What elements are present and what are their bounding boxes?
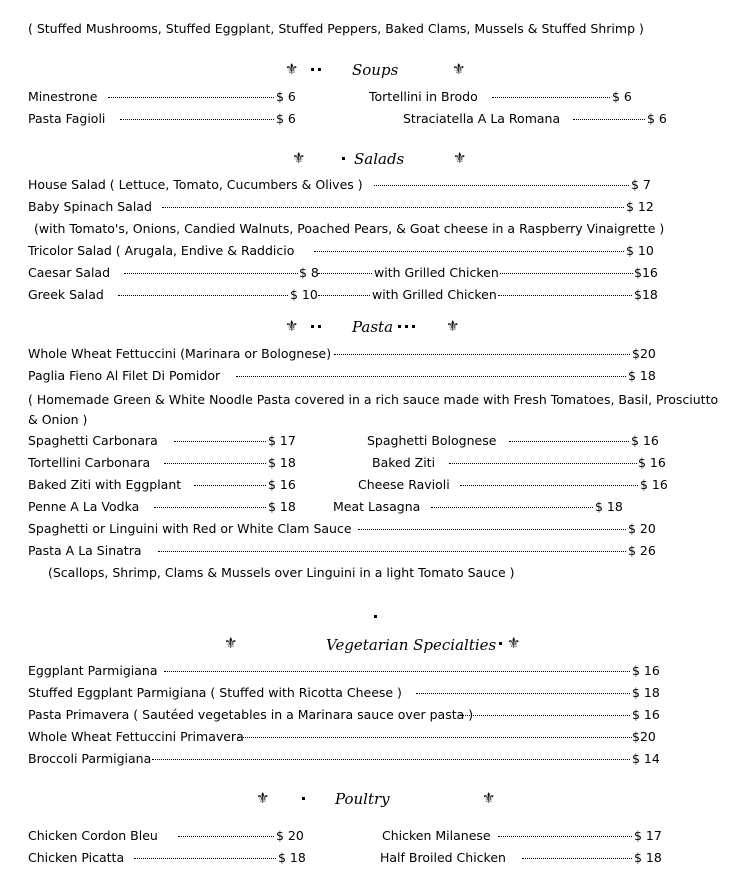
item-price: $ 10: [626, 243, 654, 258]
ornament-right-icon: ⚜: [452, 60, 466, 78]
menu-item: [382, 828, 682, 843]
dot-leader: [158, 551, 626, 552]
menu-item: [28, 663, 660, 678]
item-name: Penne A La Vodka: [28, 499, 140, 514]
item-price: $ 18: [278, 850, 306, 865]
dot-leader: [118, 295, 288, 296]
item-price: $ 16: [638, 455, 666, 470]
item-name: Pasta Fagioli: [28, 111, 106, 126]
ornament-left-icon: ⚜: [285, 317, 299, 335]
menu-item: [28, 543, 660, 558]
bullet-square-icon: [311, 325, 314, 328]
item-name: Spaghetti Carbonara: [28, 433, 158, 448]
dot-leader: [174, 441, 266, 442]
item-addon-price: $16: [634, 265, 658, 280]
menu-item: [28, 685, 660, 700]
dot-leader: [164, 463, 266, 464]
item-name: Caesar Salad: [28, 265, 111, 280]
menu-item: [28, 433, 298, 448]
menu-item: [28, 729, 660, 744]
pasta-heading: Pasta: [352, 318, 394, 336]
item-price: $ 17: [268, 433, 296, 448]
dot-leader: [162, 207, 624, 208]
ornament-left-icon: ⚜: [224, 634, 238, 652]
menu-item: [28, 111, 298, 126]
item-price: $ 16: [268, 477, 296, 492]
item-name: Chicken Milanese: [382, 828, 491, 843]
item-name: Tricolor Salad ( Arugala, Endive & Raddicio: [28, 243, 295, 258]
item-addon: with Grilled Chicken: [374, 265, 499, 280]
item-name: House Salad ( Lettuce, Tomato, Cucumbers & Olives ): [28, 177, 363, 192]
item-addon-price: $18: [634, 287, 658, 302]
menu-item: [333, 499, 633, 514]
item-price: $ 16: [632, 663, 660, 678]
menu-item: [28, 243, 658, 258]
item-price: $ 6: [276, 111, 296, 126]
menu-item: [380, 850, 680, 865]
item-price: $ 6: [612, 89, 632, 104]
menu-item: [403, 111, 673, 126]
item-price: $ 6: [276, 89, 296, 104]
bullet-square-icon: [318, 325, 321, 328]
dot-leader: [500, 273, 633, 274]
menu-item: [28, 89, 298, 104]
bullet-square-icon: [374, 615, 377, 618]
appetizers-note: ( Stuffed Mushrooms, Stuffed Eggplant, Stuffed Peppers, Baked Clams, Mussels & Stuffed Shrimp ): [28, 21, 644, 36]
dot-leader: [238, 737, 632, 738]
vegetarian-heading: Vegetarian Specialties: [326, 636, 497, 654]
dot-leader: [416, 693, 630, 694]
item-name: Straciatella A La Romana: [403, 111, 561, 126]
dot-leader: [522, 858, 632, 859]
menu-item: [28, 707, 660, 722]
item-name: Stuffed Eggplant Parmigiana ( Stuffed with Ricotta Cheese ): [28, 685, 402, 700]
dot-leader: [460, 485, 638, 486]
dot-leader: [492, 97, 610, 98]
menu-item: [28, 199, 658, 214]
item-price: $ 12: [626, 199, 654, 214]
soups-heading: Soups: [352, 61, 399, 79]
item-price: $ 18: [634, 850, 662, 865]
dot-leader: [318, 295, 370, 296]
menu-item: [28, 751, 660, 766]
dot-leader: [318, 273, 372, 274]
bullet-square-icon: [499, 642, 502, 645]
dot-leader: [194, 485, 266, 486]
dot-leader: [164, 671, 630, 672]
menu-item: [367, 433, 667, 448]
item-name: Spaghetti or Linguini with Red or White Clam Sauce: [28, 521, 352, 536]
item-name: Spaghetti Bolognese: [367, 433, 497, 448]
item-name: Half Broiled Chicken: [380, 850, 506, 865]
item-price: $ 16: [640, 477, 668, 492]
item-price: $20: [632, 729, 656, 744]
menu-item: [28, 828, 308, 843]
item-price: $ 18: [268, 499, 296, 514]
item-price: $ 6: [647, 111, 667, 126]
dot-leader: [460, 715, 630, 716]
dot-leader: [120, 119, 274, 120]
salads-heading: Salads: [354, 150, 405, 168]
dot-leader: [152, 759, 630, 760]
menu-item: [28, 177, 651, 192]
item-price: $ 18: [268, 455, 296, 470]
item-name: Whole Wheat Fettuccini (Marinara or Bolognese): [28, 346, 332, 361]
item-price: $ 16: [631, 433, 659, 448]
item-addon: with Grilled Chicken: [372, 287, 497, 302]
poultry-heading: Poultry: [335, 790, 390, 808]
item-name: Broccoli Parmigiana: [28, 751, 152, 766]
item-name: Tortellini Carbonara: [28, 455, 151, 470]
dot-leader: [573, 119, 645, 120]
item-price: $ 20: [276, 828, 304, 843]
item-price: $ 8: [299, 265, 319, 280]
menu-item: [358, 477, 668, 492]
item-price: $ 14: [632, 751, 660, 766]
bullet-square-icon: [398, 325, 401, 328]
bullet-square-icon: [302, 797, 305, 800]
sinatra-note: (Scallops, Shrimp, Clams & Mussels over Linguini in a light Tomato Sauce ): [48, 565, 515, 580]
dot-leader: [236, 376, 626, 377]
item-price: $20: [632, 346, 656, 361]
item-price: $ 18: [632, 685, 660, 700]
ornament-left-icon: ⚜: [256, 789, 270, 807]
menu-item: [28, 850, 308, 865]
item-name: Baked Ziti with Eggplant: [28, 477, 182, 492]
dot-leader: [154, 507, 266, 508]
dot-leader: [449, 463, 637, 464]
ornament-right-icon: ⚜: [446, 317, 460, 335]
ornament-left-icon: ⚜: [285, 60, 299, 78]
menu-item: [28, 455, 298, 470]
item-name: Whole Wheat Fettuccini Primavera: [28, 729, 244, 744]
ornament-left-icon: ⚜: [292, 149, 306, 167]
spinach-salad-note: (with Tomato's, Onions, Candied Walnuts, Poached Pears, & Goat cheese in a Raspberry Vinaigrette ): [34, 221, 665, 236]
bullet-square-icon: [318, 68, 321, 71]
bullet-square-icon: [405, 325, 408, 328]
item-name: Chicken Picatta: [28, 850, 125, 865]
item-name: Baked Ziti: [372, 455, 436, 470]
bullet-square-icon: [311, 68, 314, 71]
item-name: Paglia Fieno Al Filet Di Pomidor: [28, 368, 221, 383]
item-name: Cheese Ravioli: [358, 477, 450, 492]
menu-item: [28, 477, 298, 492]
ornament-right-icon: ⚜: [482, 789, 496, 807]
menu-item: [28, 287, 658, 302]
item-price: $ 26: [628, 543, 656, 558]
item-name: Eggplant Parmigiana: [28, 663, 158, 678]
menu-item: [28, 521, 660, 536]
item-name: Meat Lasagna: [333, 499, 421, 514]
item-name: Baby Spinach Salad: [28, 199, 152, 214]
dot-leader: [358, 529, 626, 530]
bullet-square-icon: [342, 157, 345, 160]
dot-leader: [374, 185, 629, 186]
item-price: $ 17: [634, 828, 662, 843]
dot-leader: [134, 858, 276, 859]
bullet-square-icon: [412, 325, 415, 328]
paglia-fieno-note: ( Homemade Green & White Noodle Pasta covered in a rich sauce made with Fresh Tomatoes, Basil, Prosciutto & Onion ): [28, 392, 719, 427]
dot-leader: [498, 295, 632, 296]
item-name: Tortellini in Brodo: [369, 89, 478, 104]
menu-item: [28, 265, 658, 280]
item-price: $ 10: [290, 287, 318, 302]
dot-leader: [108, 97, 274, 98]
dot-leader: [334, 354, 630, 355]
item-name: Greek Salad: [28, 287, 104, 302]
menu-item: [28, 346, 660, 361]
menu-item: [372, 455, 672, 470]
item-name: Chicken Cordon Bleu: [28, 828, 158, 843]
dot-leader: [498, 836, 632, 837]
dot-leader: [178, 836, 274, 837]
item-price: $ 7: [631, 177, 651, 192]
item-price: $ 18: [595, 499, 623, 514]
dot-leader: [124, 273, 298, 274]
item-name: Pasta Primavera ( Sautéed vegetables in a Marinara sauce over pasta ): [28, 707, 474, 722]
menu-item: [369, 89, 639, 104]
ornament-right-icon: ⚜: [507, 634, 521, 652]
item-name: Minestrone: [28, 89, 98, 104]
dot-leader: [314, 251, 624, 252]
menu-item: [28, 368, 660, 383]
ornament-right-icon: ⚜: [453, 149, 467, 167]
item-price: $ 16: [632, 707, 660, 722]
menu-item: [28, 499, 298, 514]
item-name: Pasta A La Sinatra: [28, 543, 142, 558]
dot-leader: [509, 441, 629, 442]
item-price: $ 18: [628, 368, 656, 383]
item-price: $ 20: [628, 521, 656, 536]
dot-leader: [431, 507, 593, 508]
